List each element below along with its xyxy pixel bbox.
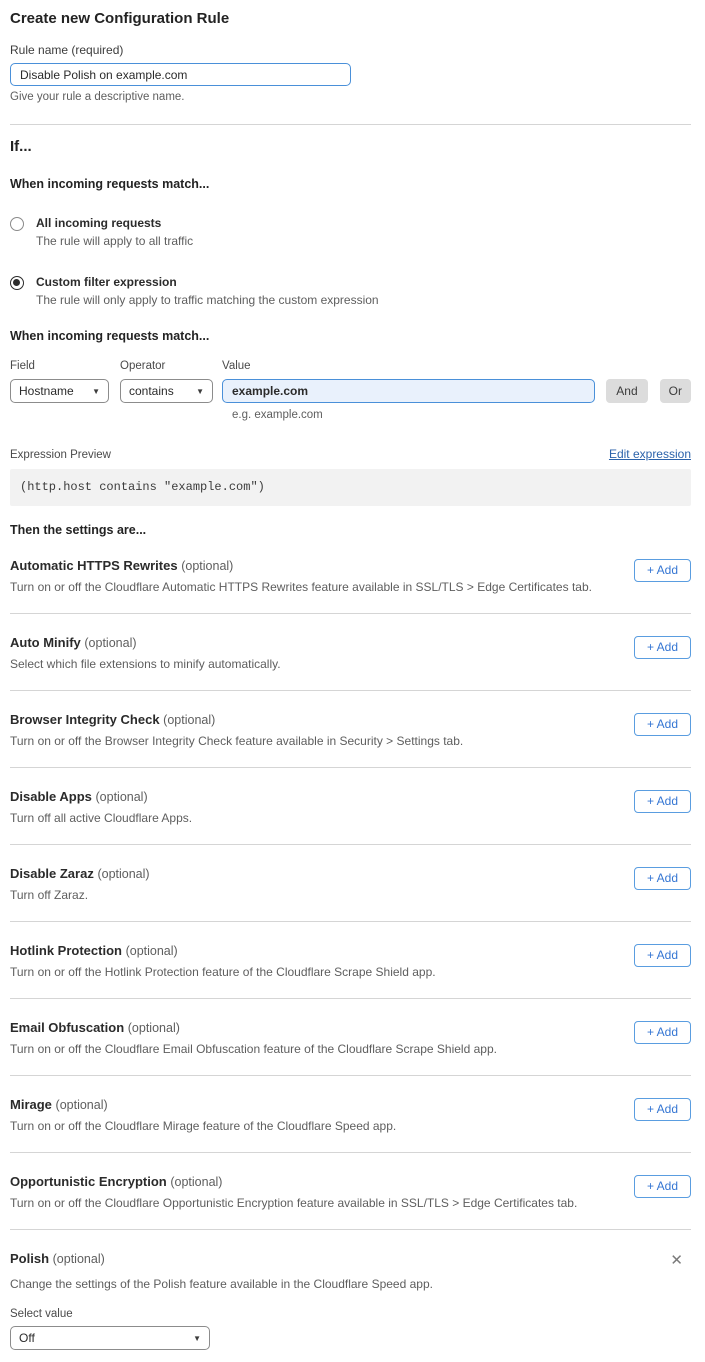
page-title: Create new Configuration Rule [10, 10, 230, 27]
add-button[interactable]: + Add [634, 1098, 691, 1121]
setting-title-line [10, 1251, 105, 1266]
setting-title: Disable Apps [10, 789, 92, 804]
operator-select-value: contains [129, 384, 174, 398]
setting-description: Change the settings of the Polish feature available in the Cloudflare Speed app. [10, 1277, 433, 1291]
and-button[interactable]: And [606, 379, 647, 403]
expression-preview-label: Expression Preview [10, 449, 111, 461]
setting-description: Turn on or off the Browser Integrity Check feature available in Security > Settings tab. [10, 734, 464, 748]
radio-label: All incoming requests [36, 216, 162, 230]
setting-title: Opportunistic Encryption [10, 1174, 167, 1189]
incoming-match-label: When incoming requests match... [10, 177, 210, 191]
setting-title: Email Obfuscation [10, 1020, 125, 1035]
add-button[interactable]: + Add [634, 867, 691, 890]
add-button[interactable]: + Add [634, 790, 691, 813]
field-label: Field [10, 360, 35, 372]
setting-description: Select which file extensions to minify automatically. [10, 657, 281, 671]
setting-title: Mirage [10, 1097, 52, 1112]
setting-title: Polish [10, 1251, 50, 1266]
add-button[interactable]: + Add [634, 1021, 691, 1044]
polish-select-value: Off [19, 1331, 35, 1345]
setting-row-browser-integrity-check [10, 691, 691, 768]
setting-row-disable-apps [10, 768, 691, 845]
setting-description: Turn off Zaraz. [10, 888, 89, 902]
chevron-down-icon: ▼ [196, 386, 204, 396]
remove-polish-button[interactable] [666, 1251, 687, 1270]
setting-title: Browser Integrity Check [10, 712, 160, 727]
edit-expression-link[interactable]: Edit expression [608, 447, 691, 461]
section-divider [10, 124, 691, 125]
close-icon: ✕ [670, 1252, 683, 1269]
rule-name-input[interactable] [10, 63, 351, 86]
radio-unselected-icon[interactable] [10, 217, 24, 231]
setting-title: Auto Minify [10, 635, 81, 650]
setting-row-mirage [10, 1076, 691, 1153]
operator-select[interactable] [120, 379, 213, 403]
field-select[interactable] [10, 379, 109, 403]
setting-description: Turn off all active Cloudflare Apps. [10, 811, 193, 825]
setting-row-disable-zaraz [10, 845, 691, 922]
setting-optional-label: (optional) [163, 713, 216, 727]
setting-row-automatic-https-rewrites [10, 537, 691, 614]
setting-optional-label: (optional) [95, 790, 148, 804]
then-settings-label: Then the settings are... [10, 523, 147, 537]
setting-title: Automatic HTTPS Rewrites [10, 558, 178, 573]
rule-name-label: Rule name (required) [10, 43, 124, 57]
radio-all-incoming-requests[interactable] [10, 216, 691, 248]
setting-title-line [10, 635, 281, 650]
setting-optional-label: (optional) [127, 1021, 180, 1035]
add-button[interactable]: + Add [634, 559, 691, 582]
expression-preview-code: (http.host contains "example.com") [10, 469, 691, 506]
select-value-label: Select value [10, 1308, 73, 1320]
setting-optional-label: (optional) [97, 867, 150, 881]
setting-row-email-obfuscation [10, 999, 691, 1076]
add-button[interactable]: + Add [634, 636, 691, 659]
radio-description: The rule will only apply to traffic matching the custom expression [36, 293, 379, 307]
value-input[interactable] [222, 379, 595, 403]
add-button[interactable]: + Add [634, 713, 691, 736]
polish-value-select[interactable] [10, 1326, 210, 1350]
chevron-down-icon: ▼ [92, 386, 100, 396]
add-button[interactable]: + Add [634, 1175, 691, 1198]
setting-title-line [10, 712, 463, 727]
setting-row-hotlink-protection [10, 922, 691, 999]
setting-optional-label: (optional) [55, 1098, 108, 1112]
expression-builder-row [10, 360, 691, 403]
or-button[interactable]: Or [660, 379, 691, 403]
value-helper: e.g. example.com [232, 409, 323, 421]
setting-description: Turn on or off the Cloudflare Opportunistic Encryption feature available in SSL/TLS > Edge Certificates tab. [10, 1196, 578, 1210]
chevron-down-icon: ▼ [193, 1333, 201, 1343]
setting-optional-label: (optional) [170, 1175, 223, 1189]
setting-row-auto-minify [10, 614, 691, 691]
expression-match-label: When incoming requests match... [10, 329, 210, 343]
setting-title: Hotlink Protection [10, 943, 122, 958]
setting-optional-label: (optional) [84, 636, 137, 650]
setting-title-line [10, 1097, 396, 1112]
setting-title-line [10, 1020, 497, 1035]
value-label: Value [222, 360, 251, 372]
setting-title-line [10, 558, 592, 573]
setting-description: Turn on or off the Cloudflare Automatic HTTPS Rewrites feature available in SSL/TLS > Edge Certificates tab. [10, 580, 592, 594]
add-button[interactable]: + Add [634, 944, 691, 967]
setting-optional-label: (optional) [52, 1252, 105, 1266]
setting-title-line [10, 943, 436, 958]
setting-title-line [10, 1174, 577, 1189]
radio-selected-icon[interactable] [10, 276, 24, 290]
radio-custom-filter-expression[interactable] [10, 275, 691, 307]
field-select-value: Hostname [19, 384, 74, 398]
setting-description: Turn on or off the Cloudflare Mirage feature of the Cloudflare Speed app. [10, 1119, 397, 1133]
setting-title: Disable Zaraz [10, 866, 94, 881]
setting-optional-label: (optional) [181, 559, 234, 573]
setting-row-opportunistic-encryption [10, 1153, 691, 1230]
if-heading: If... [10, 138, 32, 155]
rule-name-helper: Give your rule a descriptive name. [10, 91, 185, 103]
expression-preview-row [10, 447, 691, 461]
radio-label: Custom filter expression [36, 275, 177, 289]
setting-description: Turn on or off the Cloudflare Email Obfuscation feature of the Cloudflare Scrape Shield app. [10, 1042, 497, 1056]
radio-description: The rule will apply to all traffic [36, 234, 194, 248]
setting-optional-label: (optional) [125, 944, 178, 958]
operator-label: Operator [120, 360, 166, 372]
setting-title-line [10, 866, 150, 881]
setting-section-polish [10, 1230, 691, 1350]
setting-description: Turn on or off the Hotlink Protection feature of the Cloudflare Scrape Shield app. [10, 965, 436, 979]
setting-title-line [10, 789, 192, 804]
